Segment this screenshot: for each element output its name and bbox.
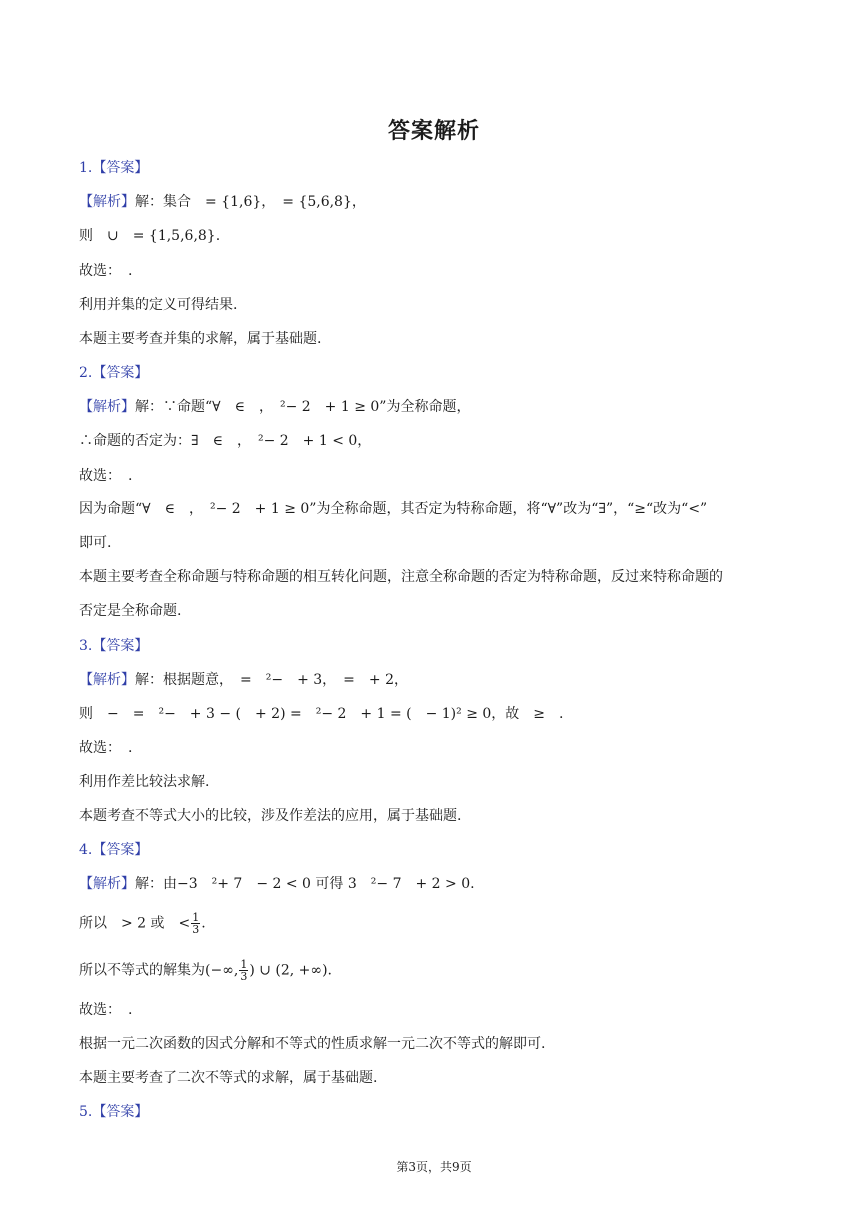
q4-line-3 <box>79 959 332 982</box>
page-title: 答案解析 <box>387 119 480 144</box>
q2-analysis-tag: 【解析】 <box>79 399 135 415</box>
q3-line-1 <box>79 670 408 690</box>
q4-text-3b: ) ∪ (2, +∞). <box>249 962 332 979</box>
q3-line-3: 故选： . <box>79 740 133 756</box>
q3-line-4: 利用作差比较法求解. <box>79 774 210 790</box>
q1-line-3: 故选： . <box>79 263 133 279</box>
q4-analysis-tag: 【解析】 <box>79 876 135 892</box>
q4-line-6: 本题主要考查了二次不等式的求解，属于基础题. <box>79 1070 378 1086</box>
q3-text-1: 解：根据题意， = ²− + 3， = + 2， <box>135 672 408 688</box>
q4-line-4: 故选： . <box>79 1002 133 1018</box>
q2-line-2: ∴命题的否定为：∃ ∈ ， ²− 2 + 1 < 0， <box>79 433 372 449</box>
q2-line-7: 否定是全称命题. <box>79 603 182 619</box>
q1-line-5: 本题主要考查并集的求解，属于基础题. <box>79 331 322 347</box>
q4-answer-tag: 【答案】 <box>92 842 149 858</box>
q3-line-5: 本题考查不等式大小的比较，涉及作差法的应用，属于基础题. <box>79 808 462 824</box>
fraction-denominator-2: 3 <box>240 970 248 983</box>
q1-line-1 <box>79 192 366 212</box>
q4-line-1 <box>79 874 475 894</box>
fraction-one-third-2 <box>239 959 248 982</box>
q2-header <box>79 363 148 383</box>
fraction-denominator: 3 <box>192 923 200 936</box>
q5-header <box>79 1102 148 1122</box>
q1-number: 1. <box>79 160 93 176</box>
q5-number: 5. <box>79 1104 93 1120</box>
q4-text-2a: 所以 > 2 或 < <box>79 915 191 932</box>
q4-line-2 <box>79 912 206 935</box>
q2-line-1 <box>79 397 470 417</box>
q4-line-5: 根据一元二次函数的因式分解和不等式的性质求解一元二次不等式的解即可. <box>79 1036 546 1052</box>
q4-text-1: 解：由−3 ²+ 7 − 2 < 0 可得 3 ²− 7 + 2 > 0. <box>135 876 475 892</box>
page-footer: 第3页，共9页 <box>396 1160 472 1174</box>
q1-analysis-tag: 【解析】 <box>79 194 135 210</box>
q1-line-4: 利用并集的定义可得结果. <box>79 297 238 313</box>
q1-text-1: 解：集合 = {1,6}， = {5,6,8}， <box>135 194 366 210</box>
q2-line-4: 因为命题“∀ ∈ ， ²− 2 + 1 ≥ 0”为全称命题，其否定为特称命题，将“∀”改为“∃”，“≥“改为“<” <box>79 501 708 517</box>
fraction-numerator: 1 <box>192 911 200 924</box>
fraction-one-third <box>191 912 200 935</box>
q2-line-6: 本题主要考查全称命题与特称命题的相互转化问题，注意全称命题的否定为特称命题，反过来特称命题的 <box>79 569 723 585</box>
q3-line-2: 则 − = ²− + 3 − ( + 2) = ²− 2 + 1 = ( − 1)² ≥ 0，故 ≥ . <box>79 706 564 722</box>
q2-answer-tag: 【答案】 <box>92 365 149 381</box>
q2-text-1: 解：∵命题“∀ ∈ ， ²− 2 + 1 ≥ 0”为全称命题， <box>135 399 471 415</box>
q3-answer-tag: 【答案】 <box>92 638 149 654</box>
q4-text-3a: 所以不等式的解集为(−∞, <box>79 962 239 979</box>
q4-number: 4. <box>79 842 93 858</box>
q3-header <box>79 636 148 656</box>
q5-answer-tag: 【答案】 <box>92 1104 149 1120</box>
q4-header <box>79 840 148 860</box>
q4-text-2b: . <box>201 915 206 932</box>
q3-number: 3. <box>79 638 93 654</box>
q1-answer-tag: 【答案】 <box>92 160 149 176</box>
q2-number: 2. <box>79 365 93 381</box>
q1-line-2: 则 ∪ = {1,5,6,8}. <box>79 228 221 244</box>
q2-line-5: 即可. <box>79 535 112 551</box>
fraction-numerator-2: 1 <box>240 958 248 971</box>
q2-line-3: 故选： . <box>79 468 133 484</box>
q1-header <box>79 158 148 178</box>
q3-analysis-tag: 【解析】 <box>79 672 135 688</box>
